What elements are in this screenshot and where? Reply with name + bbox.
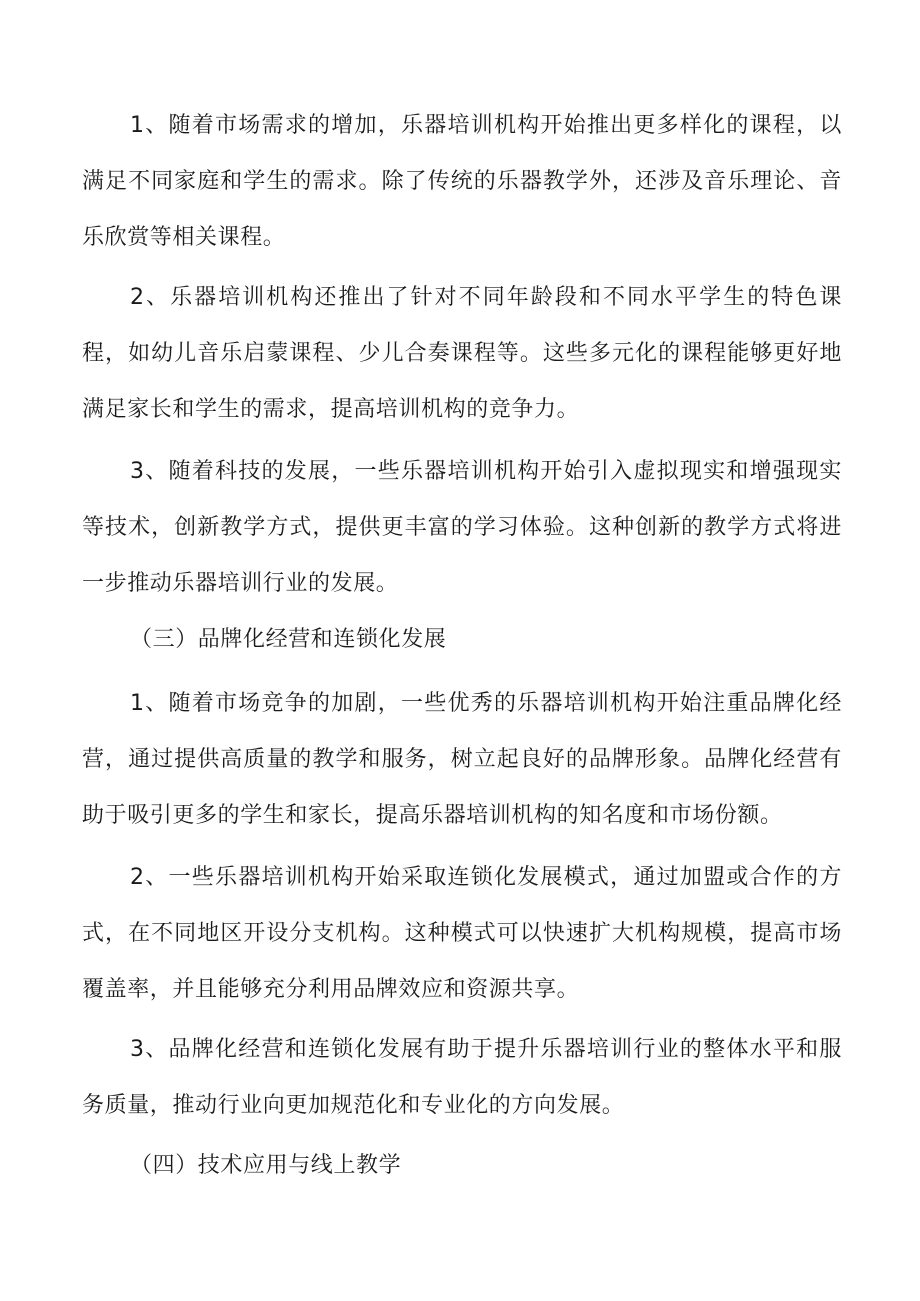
- section-heading-online-teaching: （四）技术应用与线上教学: [130, 1153, 402, 1178]
- paragraph-branding: 1、随着市场竞争的加剧，一些优秀的乐器培训机构开始注重品牌化经营，通过提供高质量的教学和服务，树立起良好的品牌形象。品牌化经营有助于吸引更多的学生和家长，提高乐器培训机构的知名度和市场份额。: [82, 691, 842, 828]
- paragraph-industry-level: 3、品牌化经营和连锁化发展有助于提升乐器培训行业的整体水平和服务质量，推动行业向更加规范化和专业化的方向发展。: [82, 1037, 842, 1118]
- section-heading-branding: （三）品牌化经营和连锁化发展: [130, 627, 447, 652]
- paragraph-course-diversity: 1、随着市场需求的增加，乐器培训机构开始推出更多样化的课程，以满足不同家庭和学生的需求。除了传统的乐器教学外，还涉及音乐理论、音乐欣赏等相关课程。: [82, 113, 842, 250]
- paragraph-special-courses: 2、乐器培训机构还推出了针对不同年龄段和不同水平学生的特色课程，如幼儿音乐启蒙课程、少儿合奏课程等。这些多元化的课程能够更好地满足家长和学生的需求，提高培训机构的竞争力。: [82, 285, 842, 422]
- paragraph-chain-development: 2、一些乐器培训机构开始采取连锁化发展模式，通过加盟或合作的方式，在不同地区开设分支机构。这种模式可以快速扩大机构规模，提高市场覆盖率，并且能够充分利用品牌效应和资源共享。: [82, 865, 842, 1002]
- paragraph-technology: 3、随着科技的发展，一些乐器培训机构开始引入虚拟现实和增强现实等技术，创新教学方式，提供更丰富的学习体验。这种创新的教学方式将进一步推动乐器培训行业的发展。: [82, 459, 842, 596]
